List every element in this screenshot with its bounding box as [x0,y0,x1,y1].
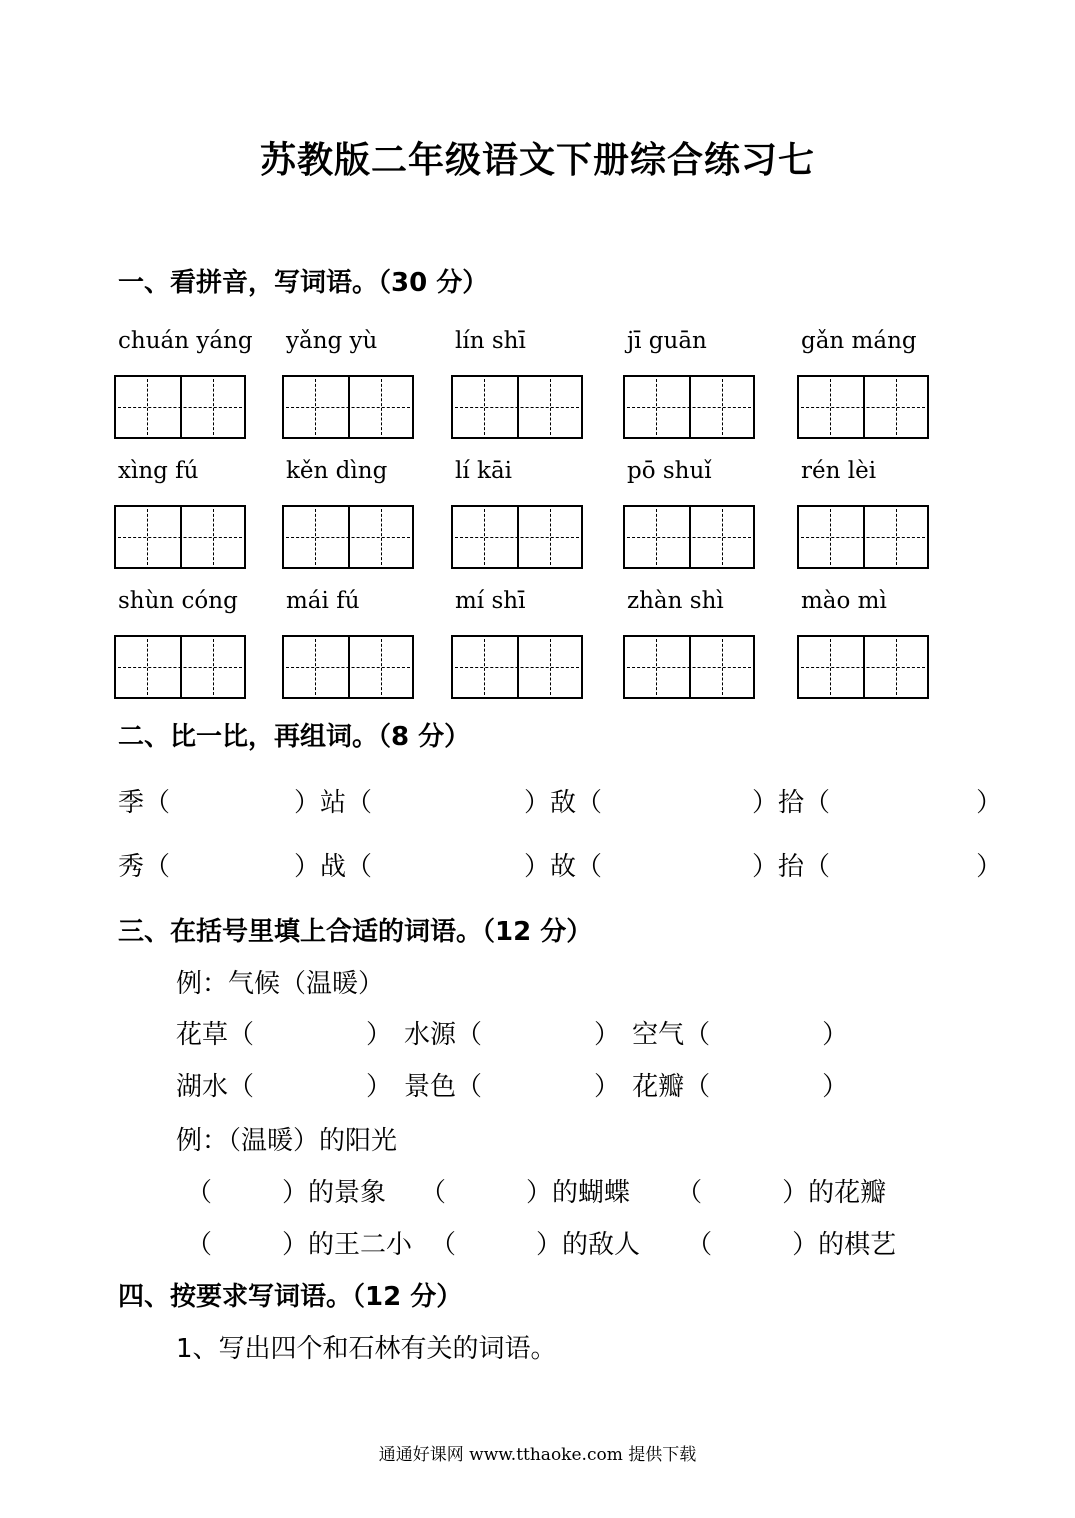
writing-box [451,635,583,699]
fill-close: ） [366,1020,393,1050]
pinyin-label: mái fú [286,588,360,614]
writing-box [623,375,755,439]
pinyin-label: chuán yáng [118,328,253,354]
pinyin-label: gǎn máng [801,328,917,354]
fill-phrase: ）的花瓣 [782,1178,887,1208]
fill-open: （ [430,1230,457,1260]
fill-label: 景色（ [404,1072,483,1102]
pinyin-label: pō shuǐ [627,458,712,484]
pinyin-label: lí kāi [455,458,513,484]
pinyin-label: mào mì [801,588,887,614]
fill-label: 花草（ [176,1020,255,1050]
section-4-item-1: 1、写出四个和石林有关的词语。 [176,1334,557,1364]
writing-box [114,505,246,569]
page-title: 苏教版二年级语文下册综合练习七 [259,140,815,181]
writing-box [282,635,414,699]
fill-phrase: ）的敌人 [536,1230,641,1260]
writing-box [797,635,929,699]
pinyin-label: shùn cóng [118,588,238,614]
compare-row-2-part: 秀（ [118,852,171,882]
pinyin-label: kěn dìng [286,458,388,484]
compare-row-1 [118,782,1002,819]
fill-open: （ [686,1230,713,1260]
fill-row-2 [176,1066,848,1103]
writing-box [282,375,414,439]
compare-row-1-part: ）拾（ [752,788,831,818]
fill-close: ） [366,1072,393,1102]
compare-row-1-part: ）站（ [294,788,373,818]
pinyin-label: xìng fú [118,458,199,484]
fill-row-1 [176,1014,848,1051]
fill-close: ） [594,1020,621,1050]
section-3-heading: 三、在括号里填上合适的词语。（12 分） [118,917,593,947]
fill-row-4 [186,1224,896,1261]
pinyin-label: yǎng yù [286,328,378,354]
compare-row-1-part: ） [976,788,1003,818]
writing-box [797,375,929,439]
section-2-heading: 二、比一比，再组词。（8 分） [118,722,471,752]
footer: 通通好课网 www.tthaoke.com 提供下载 [378,1445,697,1465]
pinyin-label: rén lèi [801,458,877,484]
compare-row-2-part: ）抬（ [752,852,831,882]
fill-open: （ [420,1178,447,1208]
section-4-heading: 四、按要求写词语。（12 分） [118,1282,463,1312]
fill-label: 水源（ [404,1020,483,1050]
fill-label: 湖水（ [176,1072,255,1102]
writing-box [114,375,246,439]
pinyin-label: mí shī [455,588,526,614]
writing-box [451,375,583,439]
compare-row-2-part: ）故（ [524,852,603,882]
writing-box [114,635,246,699]
fill-row-3 [186,1172,886,1209]
fill-close: ） [822,1072,849,1102]
pinyin-label: jī guān [627,328,707,354]
compare-row-1-part: 季（ [118,788,171,818]
fill-open: （ [186,1178,213,1208]
writing-box [797,505,929,569]
fill-phrase: ）的蝴蝶 [526,1178,631,1208]
fill-phrase: ）的景象 [282,1178,387,1208]
writing-box [282,505,414,569]
fill-phrase: ）的王二小 [282,1230,413,1260]
fill-open: （ [186,1230,213,1260]
compare-row-2-part: ） [976,852,1003,882]
compare-row-2 [118,846,1002,883]
fill-label: 空气（ [632,1020,711,1050]
writing-box [451,505,583,569]
fill-phrase: ）的棋艺 [792,1230,897,1260]
example-1: 例：气候（温暖） [176,969,385,999]
pinyin-label: zhàn shì [627,588,724,614]
fill-close: ） [594,1072,621,1102]
compare-row-2-part: ）战（ [294,852,373,882]
example-2: 例：（温暖）的阳光 [176,1126,398,1156]
fill-close: ） [822,1020,849,1050]
writing-box [623,505,755,569]
fill-label: 花瓣（ [632,1072,711,1102]
pinyin-label: lín shī [455,328,526,354]
compare-row-1-part: ）敌（ [524,788,603,818]
fill-open: （ [676,1178,703,1208]
section-1-heading: 一、看拼音，写词语。（30 分） [118,268,489,298]
writing-box [623,635,755,699]
